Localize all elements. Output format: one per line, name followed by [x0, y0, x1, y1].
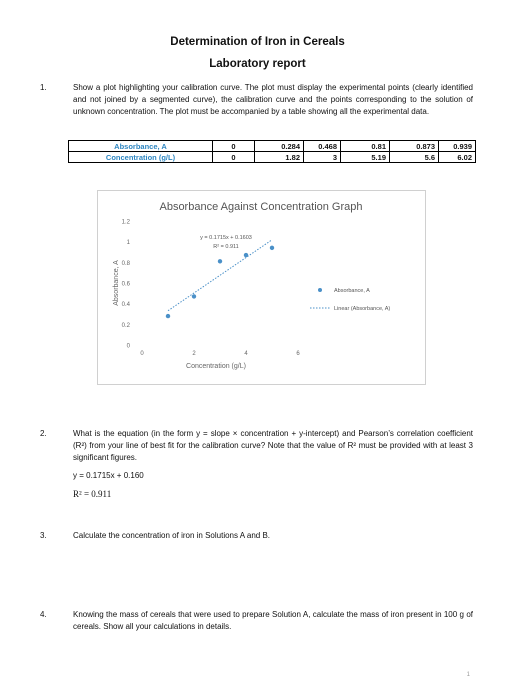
x-tick-label: 6	[296, 351, 300, 357]
question-2-text: What is the equation (in the form y = slope × concentration + y-intercept) and Pearson’s correlation coefficient (R²) from your line of best fit for the calibration curve? Note that the value of R² must be provided with at least 3 significant figures.	[73, 429, 473, 462]
data-point	[270, 246, 274, 250]
data-point	[244, 253, 248, 257]
page-number: 1	[466, 672, 470, 678]
y-tick-label: 1.2	[121, 219, 130, 226]
table-cell: 0.468	[304, 141, 341, 152]
trendline-equation: y = 0.1715x + 0.1603	[200, 235, 252, 241]
data-point	[218, 259, 222, 263]
y-tick-label: 0	[126, 343, 130, 350]
table-cell: 6.02	[439, 152, 476, 163]
answer-equation: y = 0.1715x + 0.160	[73, 471, 144, 480]
table-cell: 0.81	[341, 141, 390, 152]
y-tick-label: 1	[126, 240, 130, 247]
table-cell: 0.284	[255, 141, 304, 152]
question-1-number: 1.	[40, 83, 47, 92]
chart-svg	[98, 191, 425, 384]
table-cell: 0	[213, 141, 255, 152]
table-row-absorbance	[69, 141, 476, 152]
question-3-text: Calculate the concentration of iron in Solutions A and B.	[73, 531, 271, 540]
legend-label-trendline: Linear (Absorbance, A)	[334, 306, 391, 312]
data-point	[192, 294, 196, 298]
trendline	[168, 240, 272, 311]
x-tick-label: 2	[192, 351, 196, 357]
y-tick-label: 0.8	[121, 260, 130, 267]
table-cell: 1.82	[255, 152, 304, 163]
data-table	[68, 140, 476, 163]
data-point	[166, 314, 170, 318]
page-title: Determination of Iron in Cereals	[170, 36, 345, 48]
chart-title: Absorbance Against Concentration Graph	[159, 201, 363, 213]
y-axis-label: Absorbance, A	[113, 260, 120, 306]
legend-label-series: Absorbance, A	[334, 288, 370, 294]
page-subtitle: Laboratory report	[209, 58, 306, 70]
table-header-concentration: Concentration (g/L)	[69, 152, 213, 163]
table-header-absorbance: Absorbance, A	[69, 141, 213, 152]
table-row-concentration	[69, 152, 476, 163]
y-tick-label: 0.6	[121, 281, 130, 288]
y-tick-label: 0.2	[121, 322, 130, 329]
x-axis-label: Concentration (g/L)	[186, 363, 246, 370]
table-cell: 0.939	[439, 141, 476, 152]
question-2-number: 2.	[40, 429, 47, 438]
chart-container	[97, 190, 426, 385]
x-tick-label: 0	[140, 351, 144, 357]
x-tick-label: 4	[244, 351, 248, 357]
legend-marker-series	[318, 288, 322, 292]
question-3-number: 3.	[40, 531, 47, 540]
table-cell: 0	[213, 152, 255, 163]
table-cell: 0.873	[390, 141, 439, 152]
answer-r2: R² = 0.911	[73, 489, 112, 499]
question-4-number: 4.	[40, 610, 47, 619]
question-1-text: Show a plot highlighting your calibration curve. The plot must display the experimental points (clearly identified and not joined by a segmented curve), the calibration curve and the points corresponding to the solution of unknown concentration. The plot must be accompanied by a table showing all the experimental data.	[73, 83, 473, 116]
trendline-r2: R² = 0.911	[213, 244, 239, 250]
y-tick-label: 0.4	[121, 302, 130, 309]
table-cell: 3	[304, 152, 341, 163]
question-4-text: Knowing the mass of cereals that were used to prepare Solution A, calculate the mass of iron present in 100 g of cereals. Show all your calculations in details.	[73, 610, 473, 631]
table-cell: 5.19	[341, 152, 390, 163]
table-cell: 5.6	[390, 152, 439, 163]
